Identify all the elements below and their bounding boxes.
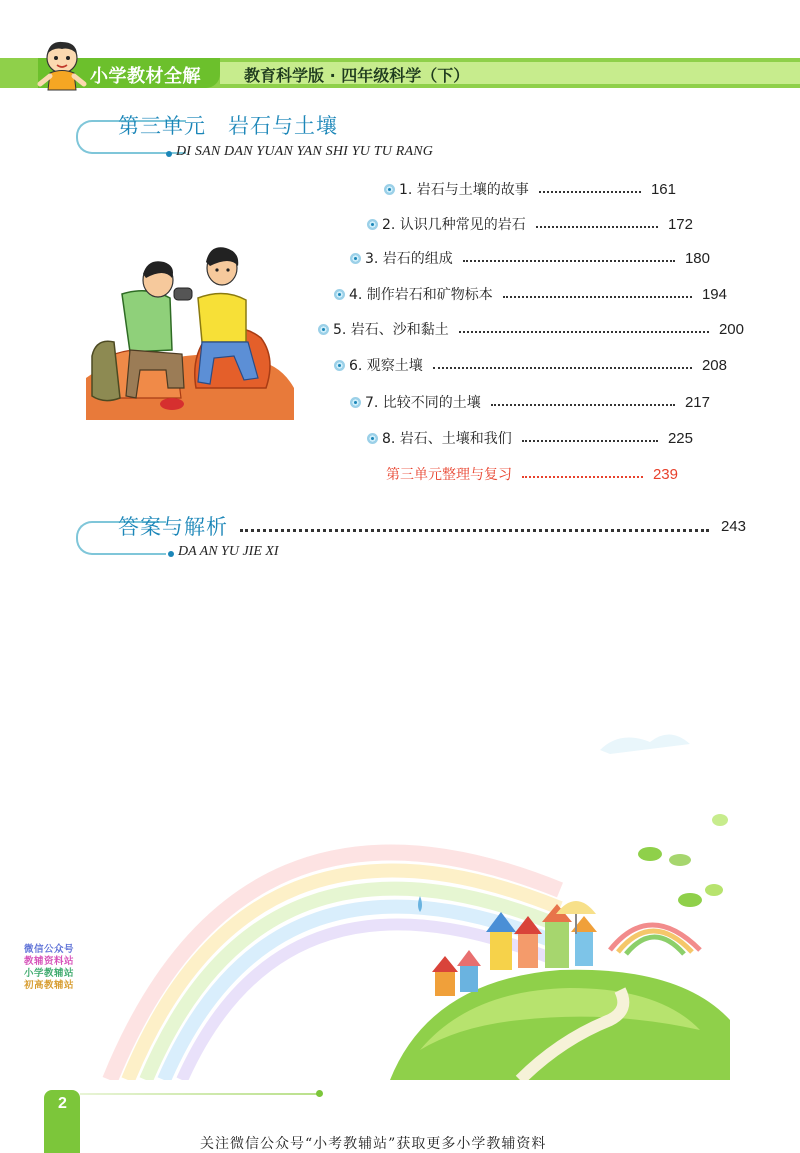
toc-item[interactable] [367,427,693,449]
toc-item-label: 3. 岩石的组成 [365,251,453,267]
answers-page: 243 [720,517,746,535]
toc-item-label: 1. 岩石与土壤的故事 [399,182,529,198]
toc-item[interactable] [384,178,676,200]
bullet-icon [367,433,378,444]
bullet-icon [350,397,361,408]
footer-note: 关注微信公众号“小考教辅站”获取更多小学教辅资料 [200,1136,547,1152]
unit-title: 第三单元 岩石与土壤 [118,114,338,138]
toc-item-label: 2. 认识几种常见的岩石 [382,217,526,233]
toc-item[interactable] [334,283,727,305]
unit-pinyin: DI SAN DAN YUAN YAN SHI YU TU RANG [176,144,434,159]
toc-review-page: 239 [652,465,678,483]
bullet-icon [334,289,345,300]
toc-review-label: 第三单元整理与复习 [386,467,512,483]
toc-item[interactable] [334,354,727,376]
mascot-boy-icon [36,38,88,94]
toc-leader-dots [539,191,641,193]
toc-item-label: 7. 比较不同的土壤 [365,395,481,411]
toc-item-label: 5. 岩石、沙和黏土 [333,322,449,338]
toc-item-page: 194 [701,285,727,303]
stamp-line: 微信公众号 [24,944,75,955]
toc-item-page: 225 [667,429,693,447]
toc-item-page: 208 [701,356,727,374]
toc-item-label: 6. 观察土壤 [349,358,423,374]
rainbow-landscape-illustration [90,720,800,1080]
brand-title: 小学教材全解 [90,66,201,87]
toc-item-page: 217 [684,393,710,411]
edition-label: 教育科学版 · 四年级科学（下） [244,66,470,85]
toc-item-page: 180 [684,249,710,267]
footer-rule [80,1093,320,1095]
kids-rock-illustration [86,238,296,420]
bullet-icon [350,253,361,264]
toc-review-item[interactable] [386,463,678,485]
unit-pinyin-dot [166,151,172,157]
toc-item-label: 8. 岩石、土壤和我们 [382,431,512,447]
footer-dot [316,1090,323,1097]
bullet-icon [384,184,395,195]
toc-item[interactable] [350,391,710,413]
stamp-line: 教辅资料站 [24,956,75,967]
answers-leader-dots [240,529,709,532]
bullet-icon [318,324,329,335]
answers-pinyin-dot [168,551,174,557]
toc-item[interactable] [318,318,744,340]
toc-leader-dots [503,296,692,298]
stamp-line: 小学教辅站 [24,968,75,979]
toc-leader-dots [522,440,658,442]
toc-item-page: 161 [650,180,676,198]
toc-leader-dots [522,476,643,478]
toc-leader-dots [433,367,692,369]
toc-item-page: 200 [718,320,744,338]
toc-leader-dots [491,404,675,406]
toc-item[interactable] [367,213,693,235]
toc-leader-dots [459,331,709,333]
answers-title: 答案与解析 [118,515,228,539]
watermark-stamp [24,944,88,992]
toc-leader-dots [463,260,675,262]
toc-item[interactable] [350,247,710,269]
toc-leader-dots [536,226,658,228]
bullet-icon [334,360,345,371]
toc-item-page: 172 [667,215,693,233]
stamp-line: 初高教辅站 [24,980,75,991]
bullet-icon [367,219,378,230]
answers-toc-item[interactable] [118,511,746,541]
toc-item-label: 4. 制作岩石和矿物标本 [349,287,493,303]
answers-pinyin: DA AN YU JIE XI [178,544,279,559]
page-number: 2 [58,1095,67,1112]
